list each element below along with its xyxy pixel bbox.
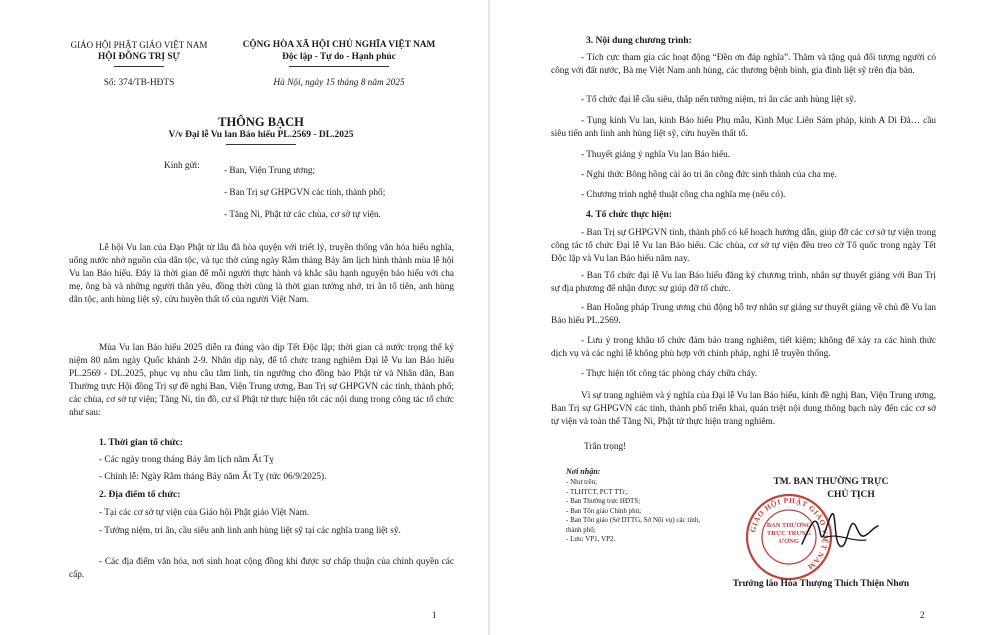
section-4-title: 4. Tổ chức thực hiện: [586, 210, 672, 220]
document-title: THÔNG BẠCH [218, 115, 304, 129]
recipient-entry: - Lưu: VP1, VP2. [566, 535, 616, 543]
place-date: Hà Nội, ngày 15 tháng 8 năm 2025 [273, 78, 405, 88]
document-number: Số: 374/TB-HĐTS [103, 78, 175, 88]
country-line-1: CỘNG HÒA XÃ HỘI CHỦ NGHĨA VIỆT NAM [242, 40, 436, 50]
recipient-entry: - Ban Tôn giáo Chính phủ; [566, 506, 642, 515]
signer-title-1: TM. BAN THƯỜNG TRỰC [773, 477, 889, 487]
section-3-item: - Nghi thức Bông hồng cài áo tri ân công đức sinh thành của cha mẹ. [581, 170, 837, 180]
section-3-title: 3. Nội dung chương trình: [586, 36, 692, 46]
org-underline [114, 66, 164, 67]
section-3-item: - Chương trình nghệ thuật công cha nghĩa mẹ (nếu có). [581, 190, 786, 200]
section-1-title: 1. Thời gian tổ chức: [99, 438, 183, 448]
section-4-item: - Ban Tổ chức đại lễ Vu lan Báo hiếu đăng ký chương trình, nhân sự thuyết giảng với Ban Trị sự địa phương để nhận được sự giúp đỡ tổ chức. [551, 271, 936, 294]
section-2-item: - Tưởng niệm, tri ân, cầu siêu anh linh anh hùng liệt sỹ tại các nghĩa trang liệt sỹ. [99, 526, 401, 536]
country-line-2: Độc lập - Tự do - Hạnh phúc [282, 52, 396, 62]
recipient-2: - Ban Trị sự GHPGVN các tỉnh, thành phố; [224, 188, 386, 198]
context-paragraph: Mùa Vu lan Báo hiếu 2025 diễn ra đúng vào dịp Tết Độc lập; thời gian cả nước trọng thể kỷ niệm 80 năm ngày Quốc khánh 2-9. Nhân dịp này, để tổ chức trang nghiêm Đại lễ Vu lan Báo hiếu PL.2569 - DL.2025, phục vụ nhu cầu tâm linh, tín ngưỡng cho đồng bào Phật tử và Nhân dân, Ban Thường trực Hội đồng Trị sự đề nghị Ban, Viện Trung ương, Ban Trị sự GHPGVN các tỉnh, thành phố; các chùa, cơ sở tự viện; Tăng Ni, tín đồ, cư sĩ Phật tử thực hiện tốt các nội dung trong công tác tổ chức như sau: [69, 343, 454, 418]
page-separator [488, 0, 490, 635]
org-line-1: GIÁO HỘI PHẬT GIÁO VIỆT NAM [70, 40, 208, 50]
country-underline [289, 66, 389, 67]
intro-paragraph: Lễ hội Vu lan của Đạo Phật từ lâu đã hòa quyện với triết lý, truyền thống văn hóa hiếu nghĩa, uống nước nhớ nguồn của dân tộc, và tục thờ cúng ngày Rằm tháng Bảy âm lịch hình thành mùa lễ hội Vu lan Báo hiếu. Đây là thời gian để mỗi người thực hành và khắc sâu hạnh nguyện báo hiếu với cha mẹ, ông bà và những người thân yêu, đồng thời cũng là thời gian tưởng nhớ, tri ân tổ tiên, anh hùng dân tộc, anh hùng liệt sỹ, cửu huyền thất tổ của người Việt Nam. [69, 243, 454, 305]
section-4-item: - Thực hiện tốt công tác phòng cháy chữa cháy. [581, 369, 758, 379]
recipients-list [566, 478, 714, 545]
section-3-item: - Tích cực tham gia các hoạt động “Đền ơn đáp nghĩa”. Thăm và tặng quà đối tượng người có công với đất nước, Bà mẹ Việt Nam anh hùng, các thương bệnh binh, gia đình liệt sỹ trên địa bàn. [551, 53, 936, 76]
section-4-item: - Ban Trị sự GHPGVN tỉnh, thành phố có kế hoạch hướng dẫn, giúp đỡ các cơ sở tự viện trong công tác tổ chức Đại lễ Vu lan Báo hiếu. Các chùa, cơ sở tự viện đều treo cờ Tổ quốc trong ngày Tết Độc lập và Vu lan Báo hiếu năm nay. [551, 228, 936, 264]
recipient-entry: - Ban Thường trực HĐTS; [566, 497, 641, 505]
section-1-item: - Chính lễ: Ngày Rằm tháng Bảy năm Ất Tỵ (tức 06/9/2025). [99, 472, 327, 482]
recipients-title: Nơi nhận: [566, 467, 601, 476]
section-2-title: 2. Địa điểm tổ chức: [99, 490, 181, 500]
stamp-center-text: BAN THƯỜNG TRỰC TRUNG ƯƠNG [766, 522, 812, 545]
section-3-item: - Tổ chức đại lễ cầu siêu, thắp nến tưởng niệm, tri ân các anh hùng liệt sỹ. [581, 95, 857, 105]
recipient-entry: - Như trên; [566, 478, 598, 486]
svg-text:GIÁO HỘI PHẬT GIÁO VIỆT NAM: GIÁO HỘI PHẬT GIÁO VIỆT NAM [748, 495, 831, 572]
recipient-entry: - TLHTCT, PCT TTr.; [566, 487, 629, 496]
section-3-item: - Thuyết giảng ý nghĩa Vu lan Báo hiếu. [581, 150, 731, 160]
subject-underline [226, 144, 296, 145]
signer-name: Trưởng lão Hòa Thượng Thích Thiện Nhơn [732, 579, 910, 589]
document-page-2 [526, 6, 938, 626]
regards: Trân trọng! [584, 442, 627, 452]
closing-paragraph: Vì sự trang nghiêm và ý nghĩa của Đại lễ Vu lan Báo hiếu, kính đề nghị Ban, Viện Trung ương, Ban Trị sự GHPGVN các tỉnh, thành phố triển khai, quán triệt nội dung thông bạch này đến các cơ sở tự viện và toàn thể Tăng Ni, Phật tử thực hiện trang nghiêm. [551, 391, 936, 427]
document-subject: V/v Đại lễ Vu lan Báo hiếu PL.2569 - DL.2025 [168, 130, 354, 140]
section-2-item: - Các địa điểm văn hóa, nơi sinh hoạt cộng đồng khi được sự chấp thuận của chính quyền các cấp. [69, 557, 454, 580]
section-1-item: - Các ngày trong tháng Bảy âm lịch năm Ất Tỵ [99, 455, 274, 465]
recipient-3: - Tăng Ni, Phật tử các chùa, cơ sở tự viện. [224, 210, 381, 220]
page-number: 1 [432, 610, 437, 620]
document-page-1 [64, 6, 458, 626]
greeting: Kính gửi: [164, 161, 200, 171]
signer-title-2: CHỦ TỊCH [827, 490, 875, 500]
section-3-item: - Tụng kinh Vu lan, kinh Báo hiếu Phụ mẫu, Kinh Mục Liên Sám pháp, kinh A Di Đà… cầu siêu tiến anh linh anh hùng liệt sỹ, cửu huyền thất tổ. [551, 116, 936, 139]
section-4-item: - Lưu ý trong khâu tổ chức đảm bảo trang nghiêm, tiết kiệm; không để xảy ra các hình thức dịch vụ và các nghi lễ không phù hợp với chính pháp, nghi lễ truyền thống. [551, 336, 936, 359]
section-2-item: - Tại các cơ sở tự viện của Giáo hội Phật giáo Việt Nam. [99, 508, 310, 518]
recipient-1: - Ban, Viện Trung ương; [224, 166, 316, 176]
page-number: 2 [920, 610, 925, 620]
org-line-2: HỘI ĐỒNG TRỊ SỰ [98, 52, 180, 62]
section-4-item: - Ban Hoằng pháp Trung ương chủ động hỗ trợ nhân sự giảng sư thuyết giảng về chủ đề Vu lan Báo hiếu PL.2569. [551, 303, 936, 326]
recipient-entry: - Ban Tôn giáo (Sở DTTG, Sở Nội vụ) các tỉnh, thành phố; [566, 516, 701, 534]
signature [794, 502, 884, 562]
